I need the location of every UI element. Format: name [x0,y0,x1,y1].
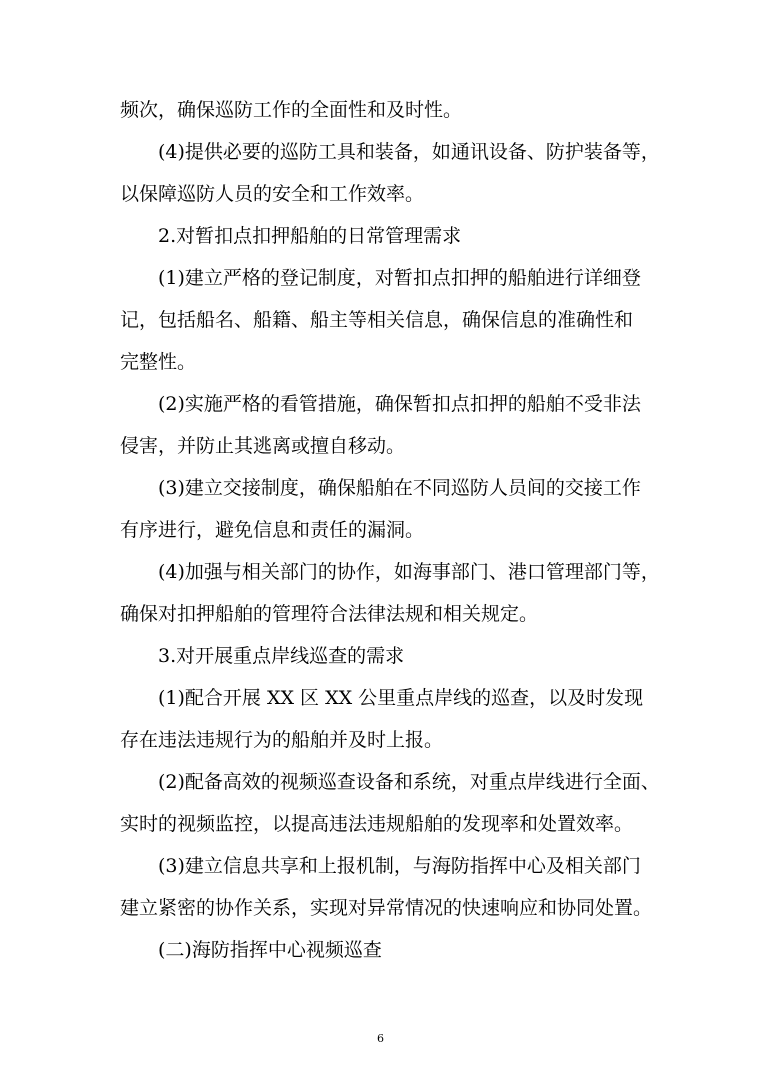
text-line: 存在违法违规行为的船舶并及时上报。 [120,729,444,751]
text-line: (1)建立严格的登记制度，对暂扣点扣押的船舶进行详细登 [158,267,641,289]
text-line: 完整性。 [120,351,197,373]
text-line: (1)配合开展 XX 区 XX 公里重点岸线的巡查，以及时发现 [158,687,644,709]
text-line: (3)建立交接制度，确保船舶在不同巡防人员间的交接工作 [158,477,641,499]
text-line: 建立紧密的协作关系，实现对异常情况的快速响应和协同处置。 [120,897,653,919]
section-heading: 2.对暂扣点扣押船舶的日常管理需求 [158,225,462,247]
text-line: 有序进行，避免信息和责任的漏洞。 [120,519,425,541]
section-heading: 3.对开展重点岸线巡查的需求 [158,645,405,667]
text-line: 实时的视频监控，以提高违法违规船舶的发现率和处置效率。 [120,813,634,835]
text-line: 侵害，并防止其逃离或擅自移动。 [120,435,406,457]
text-line: (3)建立信息共享和上报机制，与海防指挥中心及相关部门 [158,855,641,877]
text-line: 频次，确保巡防工作的全面性和及时性。 [120,99,463,121]
text-line: (2)实施严格的看管措施，确保暂扣点扣押的船舶不受非法 [158,393,641,415]
page-number: 6 [377,1032,384,1045]
text-line: (2)配备高效的视频巡查设备和系统，对重点岸线进行全面、 [158,771,660,793]
text-line: 以保障巡防人员的安全和工作效率。 [120,183,425,205]
text-line: (4)加强与相关部门的协作，如海事部门、港口管理部门等， [158,561,660,583]
text-line: (4)提供必要的巡防工具和装备，如通讯设备、防护装备等， [158,141,660,163]
text-line: 记，包括船名、船籍、船主等相关信息，确保信息的准确性和 [120,309,634,331]
text-line: 确保对扣押船舶的管理符合法律法规和相关规定。 [120,603,539,625]
section-heading: (二)海防指挥中心视频巡查 [158,939,382,961]
